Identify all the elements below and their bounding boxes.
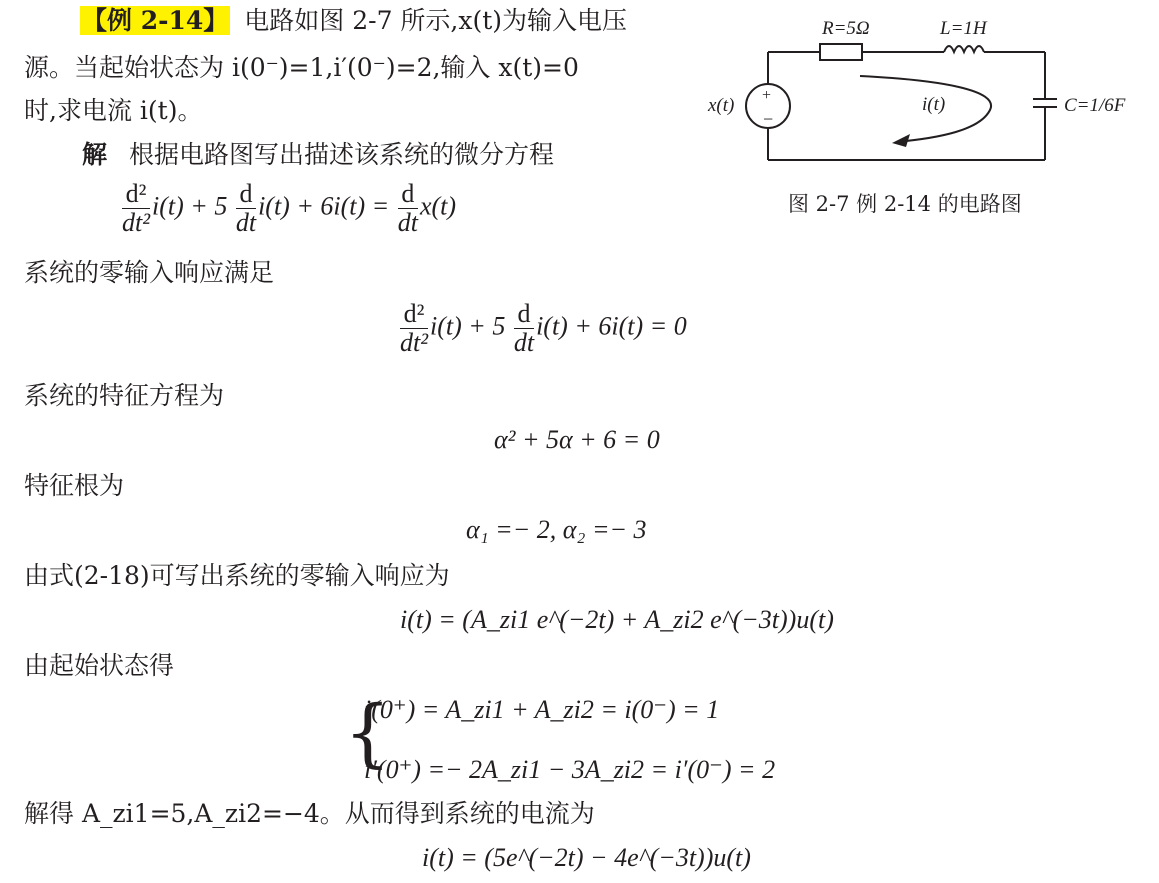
characteristic-equation: α² + 5α + 6 = 0 — [494, 425, 660, 454]
current-label: i(t) — [922, 94, 946, 115]
fraction-d2-dt2: $\frac{\text{d²}}{\text{dt²}}$ — [122, 179, 151, 237]
solution-text: 根据电路图写出描述该系统的微分方程 — [129, 140, 555, 169]
capacitor-label: C=1/6F — [1064, 95, 1126, 116]
solution-label: 解 — [82, 140, 108, 169]
source-label: x(t) — [708, 95, 735, 116]
intro-line-3: 时,求电流 i(t)。 — [24, 96, 203, 125]
para-solved: 解得 A_zi1=5,A_zi2=−4。从而得到系统的电流为 — [24, 799, 595, 828]
fraction-d-dt-rhs: $\frac{d}{dt}$ — [397, 179, 418, 237]
fraction-d2-dt2: $\frac{\text{d²}}{\text{dt²}}$ — [400, 299, 429, 357]
solution-line — [82, 139, 554, 171]
initial-condition-eq-1: i(0⁺) = A_zi1 + A_zi2 = i(0⁻) = 1 — [364, 695, 720, 724]
source-minus-sign: − — [763, 109, 774, 129]
fraction-d-dt: $\frac{d}{dt}$ — [235, 179, 257, 237]
resistor-label: R=5Ω — [822, 18, 870, 39]
inductor-label: L=1H — [940, 18, 987, 39]
para-formula: 由式(2-18)可写出系统的零输入响应为 — [24, 561, 450, 590]
figure-caption: 图 2-7 例 2-14 的电路图 — [788, 192, 1022, 216]
fraction-d-dt: $\frac{d}{dt}$ — [513, 299, 535, 357]
final-current-equation: i(t) = (5e^(−2t) − 4e^(−3t))u(t) — [422, 843, 751, 872]
intro-line-2: 源。当起始状态为 i(0⁻)=1,i′(0⁻)=2,输入 x(t)=0 — [24, 53, 579, 82]
para-zero-input: 系统的零输入响应满足 — [24, 258, 275, 287]
system-brace: { — [344, 690, 392, 776]
current-arrowhead — [892, 134, 910, 147]
initial-condition-eq-2: i′(0⁺) =− 2A_zi1 − 3A_zi2 = i′(0⁻) = 2 — [364, 755, 776, 784]
para-char-eq: 系统的特征方程为 — [24, 381, 225, 410]
characteristic-roots: α₁ =− 2, α₂ =− 3 — [466, 515, 647, 544]
para-roots: 特征根为 — [24, 471, 125, 500]
intro-line-1 — [80, 5, 627, 37]
source-plus-sign: + — [762, 87, 772, 104]
circuit-diagram — [700, 10, 1150, 180]
example-tag: 【例 2-14】 — [82, 6, 229, 35]
zero-input-equation: $\frac{\text{d²}}{\text{dt²}}$ i(t) + 5 $\frac{d}{dt}$ i(t) + 6i(t) = 0 — [400, 299, 687, 357]
zero-input-response: i(t) = (A_zi1 e^(−2t) + A_zi2 e^(−3t))u(t) — [400, 605, 834, 634]
intro-line-1-text: 电路如图 2-7 所示,x(t)为输入电压 — [244, 6, 628, 35]
differential-equation: $\frac{\text{d²}}{\text{dt²}}$ i(t) + 5 $\frac{d}{dt}$ i(t) + 6i(t) = $\frac{d}{dt}$ x(t) — [122, 179, 457, 237]
inductor — [944, 46, 984, 52]
resistor — [820, 44, 862, 60]
para-initial: 由起始状态得 — [24, 651, 175, 680]
